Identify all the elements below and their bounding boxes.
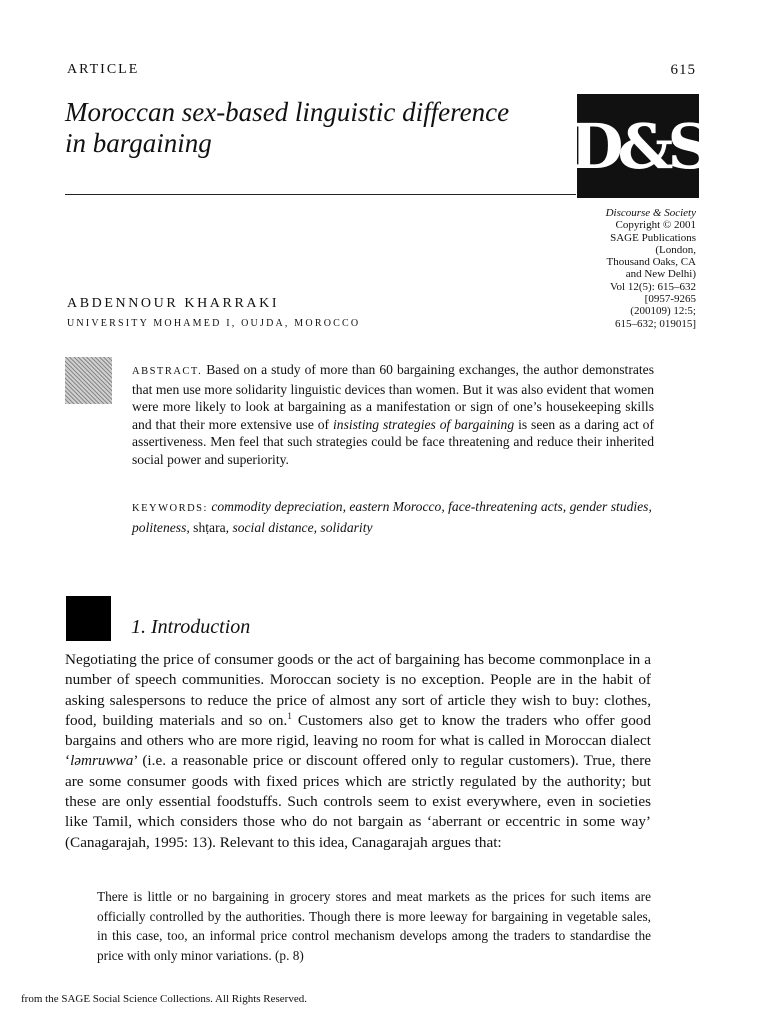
journal-logo-text: D&S — [569, 109, 707, 183]
abstract-label: ABSTRACT. — [132, 366, 203, 377]
page-number: 615 — [670, 62, 696, 78]
article-title-line-2: in bargaining — [65, 128, 212, 158]
keywords-list: commodity depreciation, eastern Morocco, face-threatening acts, gender studies, politeness, — [132, 499, 652, 535]
journal-logo — [569, 94, 707, 198]
keywords — [132, 497, 654, 537]
article-title — [65, 97, 585, 159]
meta-line: Vol 12(5): 615–632 — [610, 280, 696, 293]
title-rule — [65, 194, 576, 195]
meta-line: [0957-9265 — [644, 293, 696, 306]
journal-name: Discourse & Society — [605, 207, 696, 219]
journal-metadata — [566, 207, 696, 330]
meta-line: Copyright © 2001 — [615, 219, 696, 232]
meta-line: (London, — [655, 243, 696, 256]
abstract-marker — [65, 357, 112, 404]
abstract-text: Based on a study of more than 60 bargaining exchanges, the author demonstrates that men use more solidarity linguistic devices than women. But it was also evident that women were more likely to look at bargaining as a manifestation or sign of one’s housekeeping skills and that their more extensive use of — [132, 362, 654, 432]
keywords-term: shṭara — [193, 520, 226, 535]
dialect-term: ləmruwwa — [70, 752, 134, 770]
paragraph-text: Customers also get to know the traders who offer good bargains and others who are more rigid, leaving no room for what is called in Moroccan dialect ‘ — [65, 711, 651, 770]
meta-line: Thousand Oaks, CA — [606, 256, 696, 269]
footer-notice: from the SAGE Social Science Collections. All Rights Reserved. — [21, 993, 307, 1005]
section-heading: 1. Introduction — [131, 616, 251, 638]
keywords-label: KEYWORDS: — [132, 503, 208, 514]
author-name: ABDENNOUR KHARRAKI — [67, 296, 280, 311]
block-quote: There is little or no bargaining in grocery stores and meat markets as the prices for such items are officially controlled by the authorities. Though there is more leeway for bargaining in vegetable sales, in this case, too, an informal price control mechanism develops among the traders to standardise the price with only minor variations. (p. 8) — [97, 889, 651, 963]
keywords-list-end: , social distance, solidarity — [225, 520, 373, 535]
meta-line: SAGE Publications — [610, 231, 696, 244]
section-label: ARTICLE — [67, 62, 140, 77]
meta-line: and New Delhi) — [625, 268, 696, 281]
section-marker — [66, 596, 111, 641]
meta-line: 615–632; 019015] — [615, 317, 696, 330]
author-affiliation: UNIVERSITY MOHAMED I, OUJDA, MOROCCO — [67, 318, 361, 329]
paragraph-text: Negotiating the price of consumer goods or the act of bargaining has become commonplace in a number of speech communities. Moroccan society is no exception. People are in the habit of asking salespersons to reduce the price of almost any sort of article they wish to buy: clothes, food, building materials and so on. — [65, 651, 651, 729]
meta-line: (200109) 12:5; — [630, 305, 696, 318]
abstract-text-end: is seen as a daring act of assertiveness. Men feel that such strategies could be face threatening and reduce their inherited social power and superiority. — [132, 416, 654, 467]
abstract-italic-term: insisting strategies of bargaining — [333, 416, 515, 432]
footnote-reference[interactable]: 1 — [287, 710, 292, 721]
article-title-line-1: Moroccan sex-based linguistic difference — [65, 97, 510, 127]
introduction-paragraph — [65, 650, 651, 853]
paragraph-text: ’ (i.e. a reasonable price or discount offered only to regular customers). True, there are some consumer goods with fixed prices which are strictly regulated by the authority; but these are only essential foodstuffs. Such controls seem to exist everywhere, even in societies like Tamil, which considers those who do not bargain as ‘aberrant or eccentric in some way’ (Canagarajah, 1995: 13). Relevant to this idea, Canagarajah argues that: — [65, 752, 651, 851]
abstract — [132, 361, 654, 469]
